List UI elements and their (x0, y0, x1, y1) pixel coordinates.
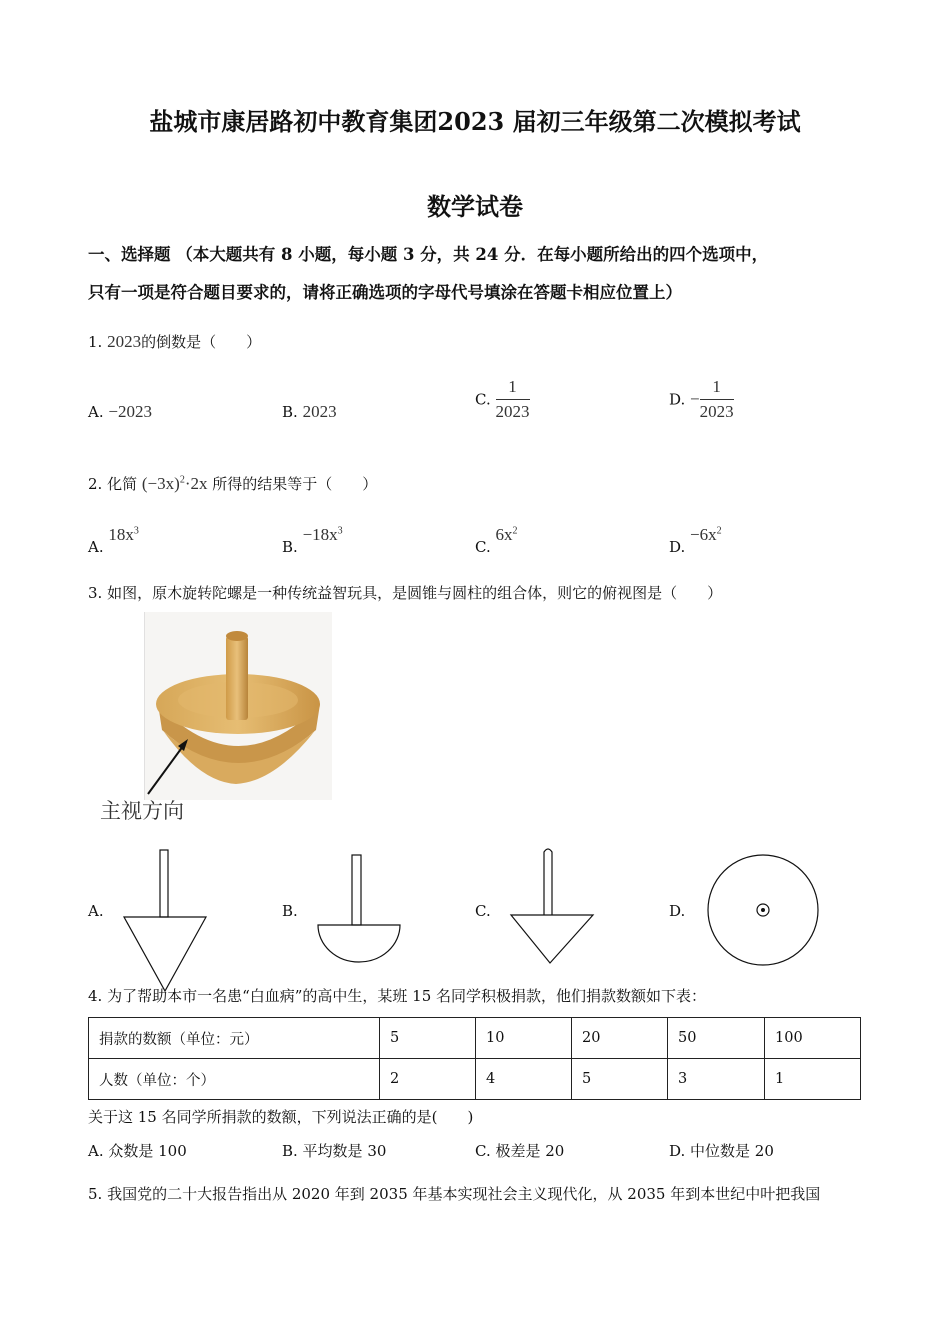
question-4-followup: 关于这 15 名同学所捐款的数额，下列说法正确的是( ) (88, 1108, 474, 1126)
question-number: 1. (88, 333, 103, 351)
question-4: 4. 为了帮助本市一名患“白血病”的高中生，某班 15 名同学积极捐款，他们捐款数额如下表： (88, 987, 707, 1005)
table-cell: 5 (572, 1059, 668, 1100)
option-value: $-18x^3$ (302, 525, 343, 544)
fraction: $\frac{1}{2023}$ (699, 377, 734, 421)
option-value: −2023 (108, 402, 152, 421)
donation-table (88, 1017, 861, 1100)
question-text: 化简 (107, 475, 138, 493)
q2-option-b[interactable] (282, 525, 343, 556)
q3-option-b-figure[interactable] (314, 850, 404, 970)
table-cell: 4 (476, 1059, 572, 1100)
option-label: D. (669, 538, 686, 556)
question-text-tail: 所得的结果等于（ ） (212, 475, 378, 493)
question-1 (88, 331, 261, 352)
minus-sign: − (690, 389, 700, 409)
q1-option-b[interactable] (282, 402, 337, 422)
option-label: C. (475, 538, 491, 556)
section-1-header-line2: 只有一项是符合题目要求的，请将正确选项的字母代号填涂在答题卡相应位置上） (88, 283, 682, 302)
spinning-top-photo (144, 612, 332, 800)
table-cell: 1 (765, 1059, 861, 1100)
option-label: D. (669, 390, 686, 409)
option-label: C. (475, 390, 491, 409)
math-expression: 2023 (107, 332, 142, 351)
table-cell: 50 (668, 1018, 765, 1059)
math-expression: $(-3x)^2\cdot 2x$ (141, 474, 208, 493)
q2-option-a[interactable] (88, 525, 139, 556)
table-header-cell: 捐款的数额（单位：元） (89, 1018, 380, 1059)
section-1-header-line1: 一、选择题 （本大题共有 8 小题，每小题 3 分，共 24 分．在每小题所给出的四个选项中， (88, 245, 769, 264)
table-cell: 10 (476, 1018, 572, 1059)
q3-option-d-label[interactable]: D. (669, 902, 686, 920)
question-5: 5. 我国党的二十大报告指出从 2020 年到 2035 年基本实现社会主义现代化，从 2035 年到本世纪中叶把我国 (88, 1185, 821, 1203)
q2-option-d[interactable] (669, 525, 722, 556)
q4-option-c[interactable]: C. 极差是 20 (475, 1142, 565, 1160)
option-value: $6x^2$ (495, 525, 518, 544)
exam-title: 盐城市康居路初中教育集团2023 届初三年级第二次模拟考试 (149, 107, 801, 136)
q1-option-c[interactable] (475, 377, 530, 422)
table-cell: 3 (668, 1059, 765, 1100)
table-cell: 100 (765, 1018, 861, 1059)
question-text: 的倒数是（ ） (141, 333, 262, 351)
q2-option-c[interactable] (475, 525, 518, 556)
q4-option-a[interactable]: A. 众数是 100 (88, 1142, 187, 1160)
table-header-cell: 人数（单位：个） (89, 1059, 380, 1100)
question-number: 2. (88, 475, 103, 493)
table-row (89, 1059, 861, 1100)
table-cell: 5 (380, 1018, 476, 1059)
option-value: $18x^3$ (108, 525, 139, 544)
figure-caption: 主视方向 (100, 799, 184, 823)
option-value: $-6x^2$ (690, 525, 722, 544)
table-cell: 20 (572, 1018, 668, 1059)
q3-option-d-figure[interactable] (703, 853, 823, 973)
q3-option-c-label[interactable]: C. (475, 902, 491, 920)
option-label: B. (282, 538, 298, 556)
q4-option-d[interactable]: D. 中位数是 20 (669, 1142, 774, 1160)
question-3: 3. 如图，原木旋转陀螺是一种传统益智玩具，是圆锥与圆柱的组合体，则它的俯视图是（ ） (88, 584, 723, 602)
q3-option-c-figure[interactable] (507, 845, 597, 967)
fraction: $\frac{1}{2023}$ (495, 377, 530, 421)
exam-subtitle: 数学试卷 (427, 192, 523, 221)
option-label: A. (88, 403, 104, 421)
option-label: A. (88, 538, 104, 556)
question-2 (88, 473, 377, 494)
q1-option-d[interactable] (669, 377, 734, 422)
q3-option-a-label[interactable]: A. (88, 902, 104, 920)
option-label: B. (282, 403, 298, 421)
table-row (89, 1018, 861, 1059)
q3-option-a-figure[interactable] (120, 845, 210, 995)
q1-option-a[interactable] (88, 402, 152, 422)
option-value: 2023 (302, 402, 337, 421)
table-cell: 2 (380, 1059, 476, 1100)
q3-option-b-label[interactable]: B. (282, 902, 298, 920)
q4-option-b[interactable]: B. 平均数是 30 (282, 1142, 387, 1160)
